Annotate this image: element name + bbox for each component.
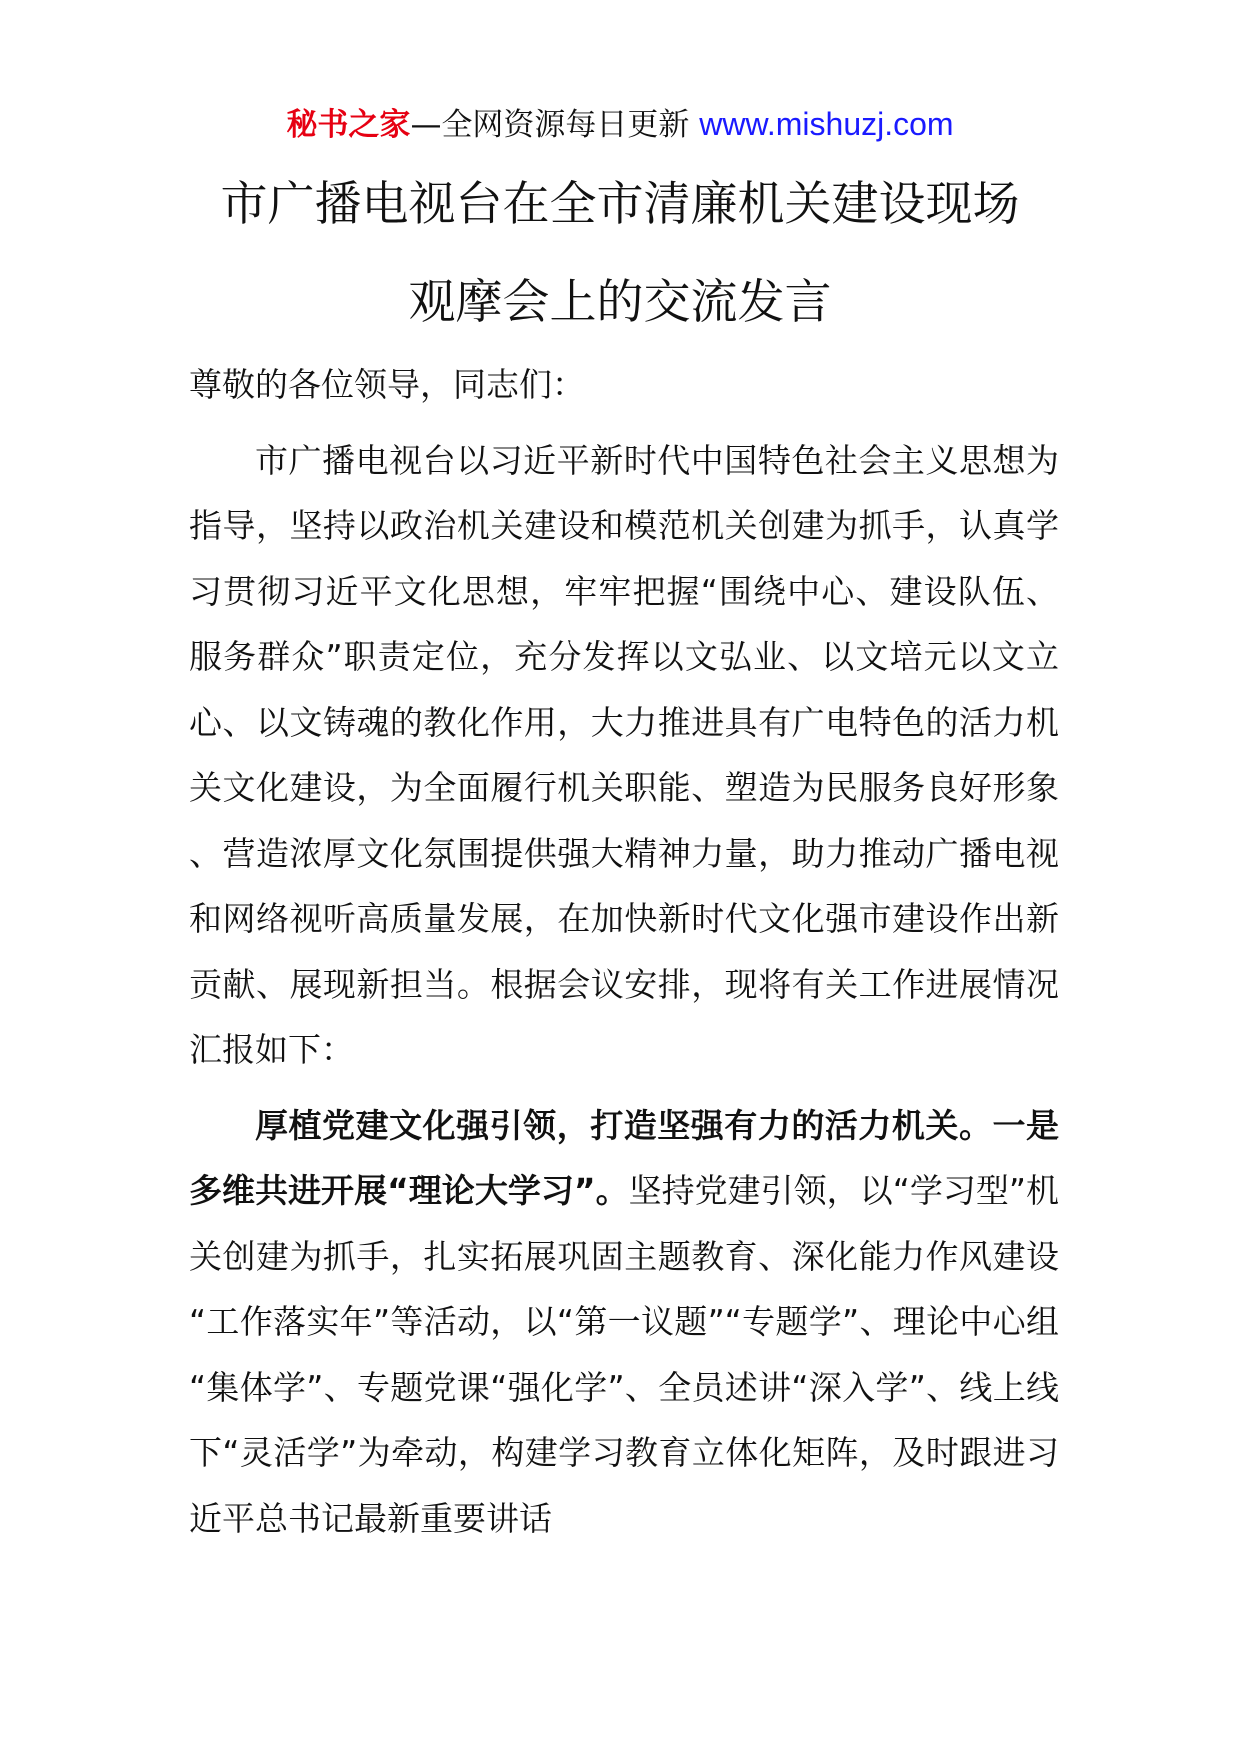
banner-tagline: —全网资源每日更新 [410,107,700,143]
title-line-1: 市广播电视台在全市清廉机关建设现场 [220,177,1020,232]
title-line-2: 观摩会上的交流发言 [408,275,832,330]
paragraph-section-one [189,1093,1059,1552]
document-title [0,156,1240,352]
site-url[interactable]: www.mishuzj.com [699,106,954,142]
document-body [189,352,1059,1561]
paragraph-intro: 市广播电视台以习近平新时代中国特色社会主义思想为指导，坚持以政治机关建设和模范机关创建为抓手，认真学习贯彻习近平文化思想，牢牢把握“围绕中心、建设队伍、服务群众”职责定位，充分发挥以文弘业、以文培元以文立心、以文铸魂的教化作用，大力推进具有广电特色的活力机关文化建设，为全面履行机关职能、塑造为民服务良好形象、营造浓厚文化氛围提供强大精神力量，助力推动广播电视和网络视听高质量发展，在加快新时代文化强市建设作出新贡献、展现新担当。根据会议安排，现将有关工作进展情况汇报如下： [189,440,1059,1069]
salutation: 尊敬的各位领导，同志们： [189,365,585,404]
section-heading: 厚植党建文化强引领，打造坚强有力的活力机关。一是多维共进开展“理论大学习”。 [189,1105,1059,1210]
site-banner [0,104,1240,145]
section-text: 坚持党建引领，以“学习型”机关创建为抓手，扎实拓展巩固主题教育、深化能力作风建设“工作落实年”等活动，以“第一议题”“专题学”、理论中心组“集体学”、专题党课“强化学”、全员述讲“深入学”、线上线下“灵活学”为牵动，构建学习教育立体化矩阵，及时跟进习近平总书记最新重要讲话 [189,1171,1059,1538]
brand-name: 秘书之家 [286,107,411,143]
